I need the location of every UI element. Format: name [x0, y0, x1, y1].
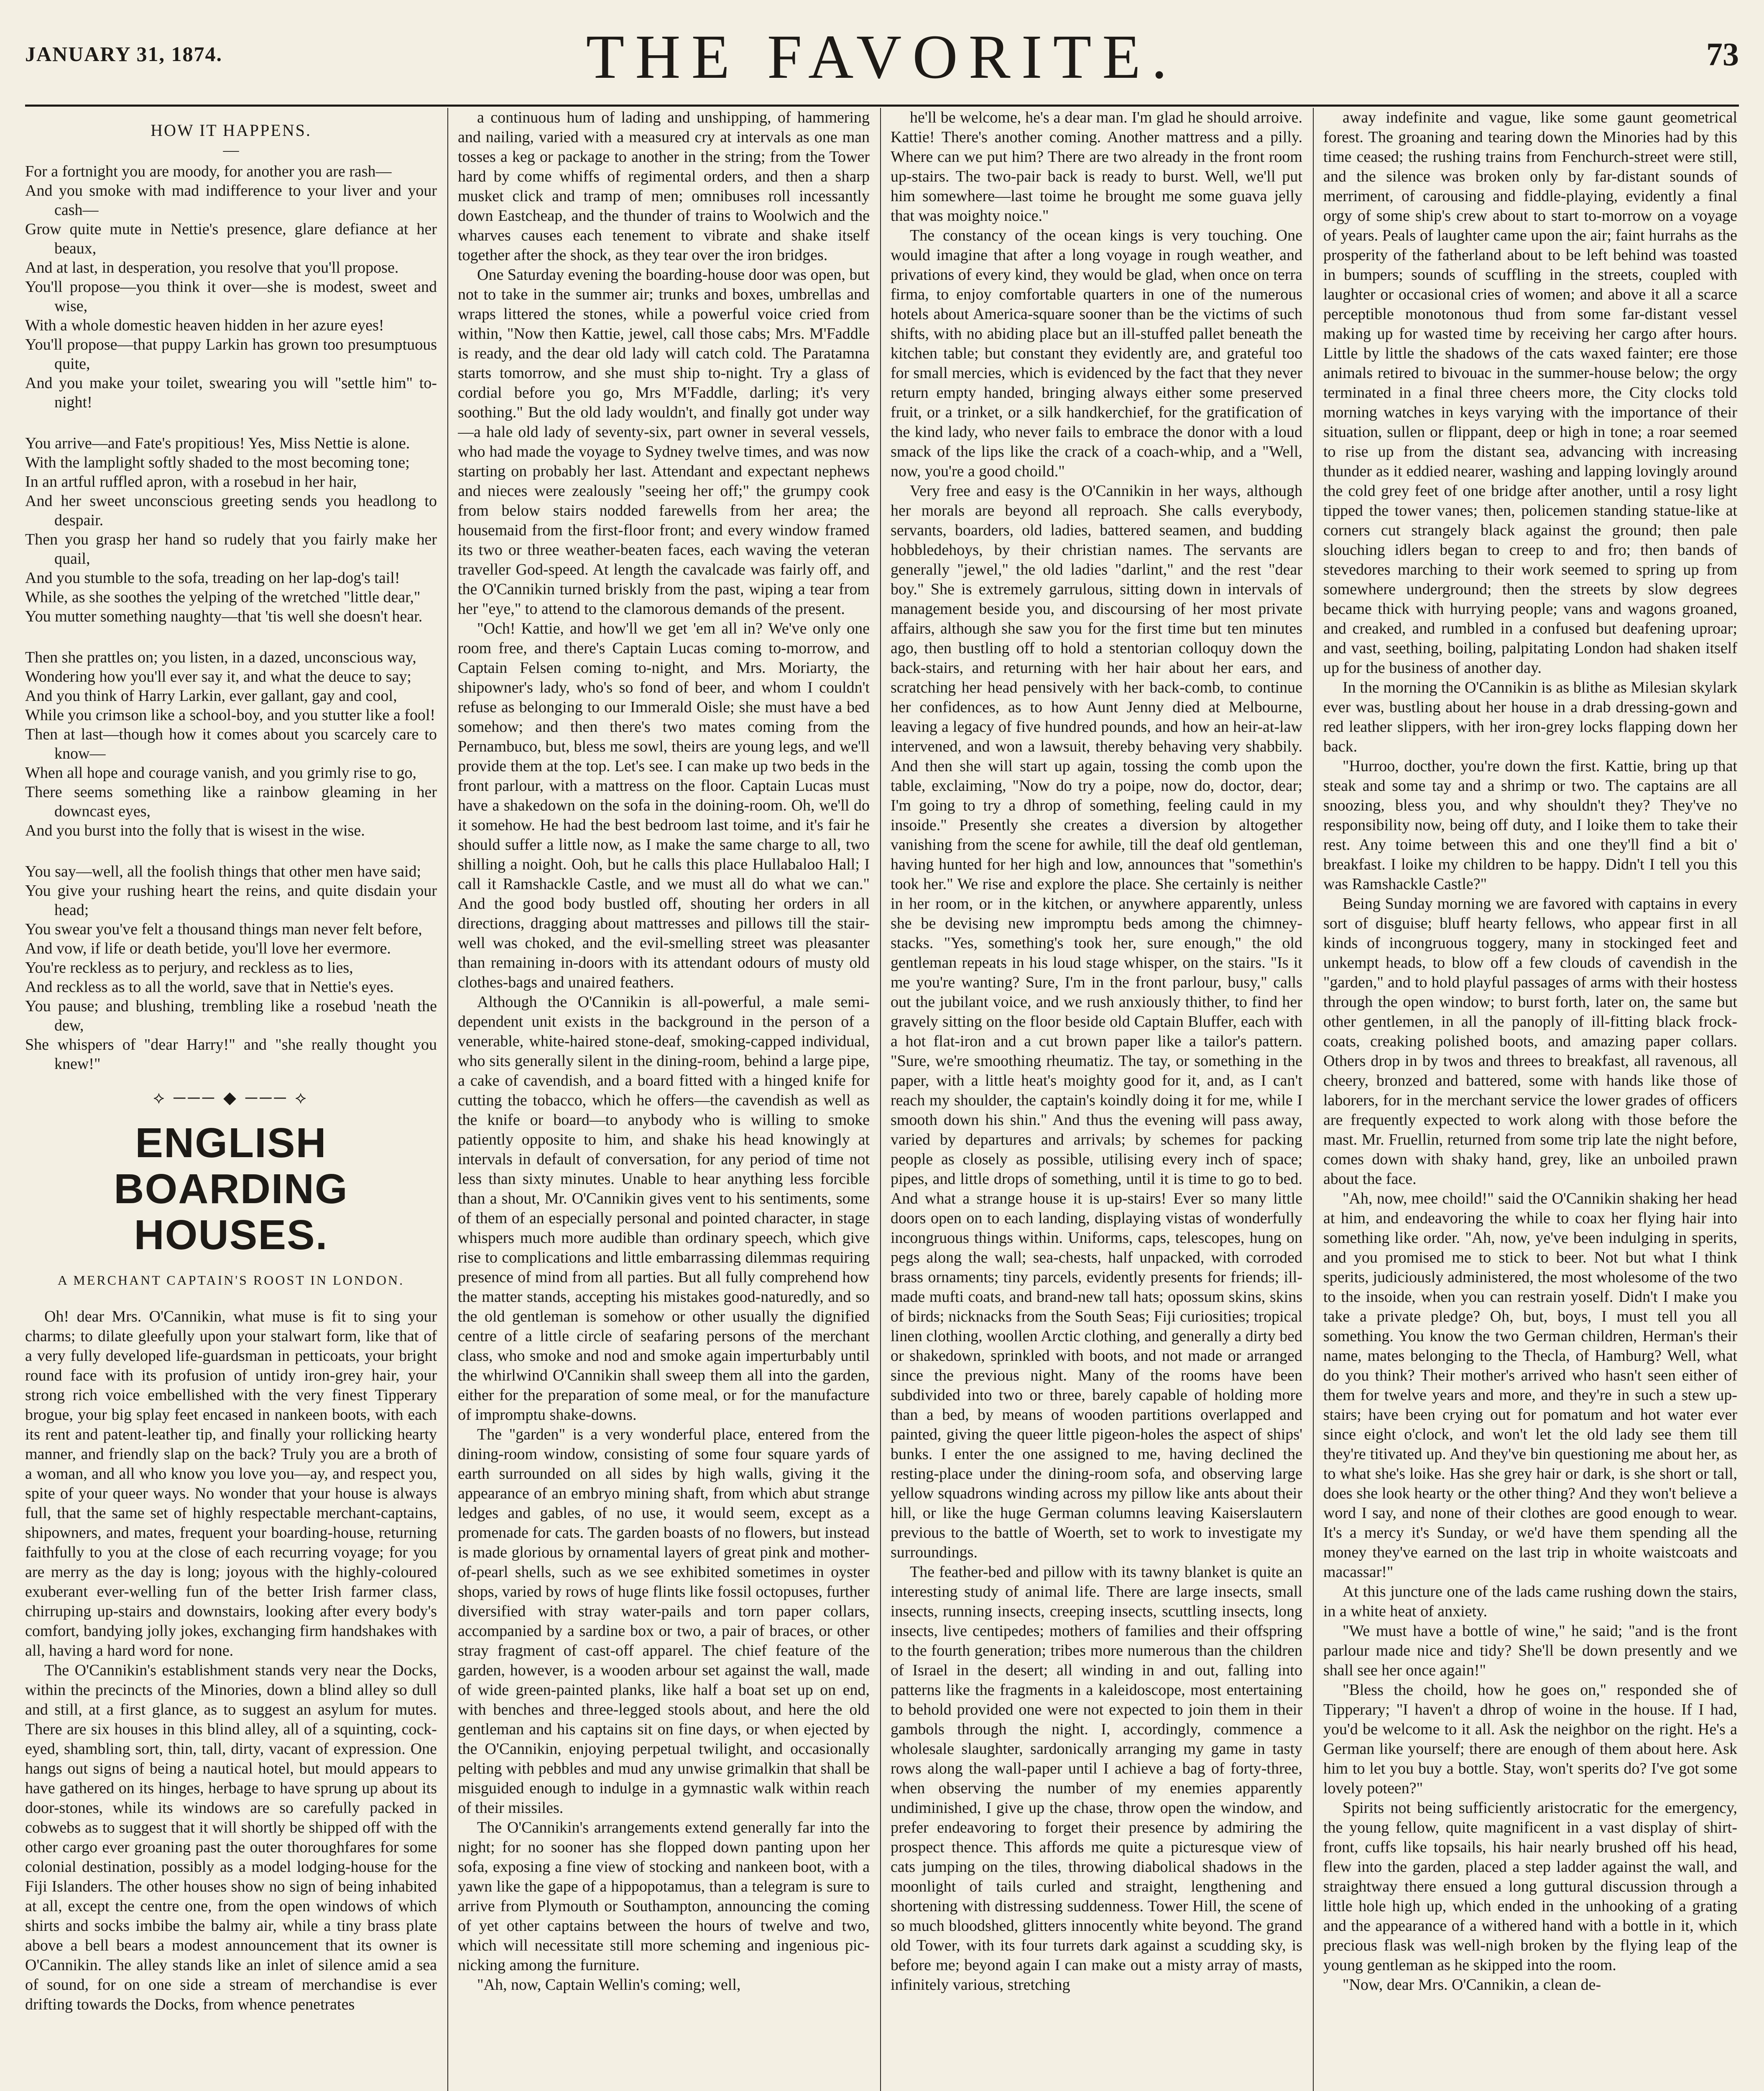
- article-paragraph: Very free and easy is the O'Cannikin in her ways, although her morals are beyond all reproach. She calls everybody, servants, boarders, old ladies, battered seamen, and budding hobbledehoys, by their christian names. The servants are generally "jewel," the old ladies "darlint," and the rest "dear boy." She is extremely garrulous, sitting down in intervals of management beside you, and discoursing of her most private affairs, although she saw you for the first time but ten minutes ago, then bustling off to hold a stentorian colloquy down the back-stairs, and returning with her hair about her ears, and scratching her head pensively with her back-comb, to continue her confidences, as to how Aunt Jenny died at Melbourne, leaving a legacy of five hundred pounds, and how an heir-at-law intervened, and won a lawsuit, thereby behaving very shabbily. And then she will start up again, tossing the comb upon the table, exclaiming, "Now do try a poipe, now do, doctor, dear; I'm going to try a dhrop of something, feeling cauld in my insoide." Presently she creates a diversion by altogether vanishing from the scene for awhile, till the deaf old gentleman, having hunted for her high and low, announces that "somethin's took her." We rise and explore the place. She certainly is neither in her room, or in the kitchen, or anywhere apparently, unless she be devising new impromptu beds among the chimney-stacks. "Yes, something's took her, sure enough," the old gentleman repeats in his loud stage whisper, on the stairs. "Is it me you're wanting? Sure, I'm in the front parlour, busy," calls out the jubilant voice, and we rush anxiously thither, to find her gravely sitting on the floor beside old Captain Bluffer, each with a hot flat-iron and a cut brown paper like a tailor's pattern. "Sure, we're smoothing rheumatiz. The tay, or something in the paper, with a little heat's moighty good for it, and, as I can't reach my shoulder, the captain's koindly doing it for me, while I smooth down his shin." And thus the evening will pass away, varied by departures and arrivals; by schemes for packing people as closely as possible, utilising every inch of space; pipes, and little drops of something, until it is time to go to bed. And what a strange house it is up-stairs! Ever so many little doors open on to each landing, displaying vistas of wonderfully incongruous things within. Uniforms, caps, telescopes, hung on pegs along the wall; sea-chests, half unpacked, with corroded brass ornaments; tiny parcels, evidently presents for friends; ill-made mufti coats, and brand-new tall hats; opossum skins, skins of birds; nicknacks from the South Seas; Fiji curiosities; tropical linen clothing, woollen Arctic clothing, and generally a dirty bed or shakedown, sprinkled with boots, and not made or arranged since the previous night. Many of the rooms have been subdivided into two or three, barely capable of holding more than a bed, by means of wooden partitions overlapped and painted, giving the queer little pigeon-holes the aspect of ships' bunks. I enter the one assigned to me, having declined the resting-place under the dining-room sofa, and observing large yellow squadrons winding across my pillow like ants about their hill, or like the huge German columns leaving Kaiserslautern previous to the battle of Woerth, set to work to investigate my surroundings.: [891, 482, 1302, 1561]
- poem-line: In an artful ruffled apron, with a rosebud in her hair,: [25, 473, 357, 491]
- article-paragraph: "Och! Kattie, and how'll we get 'em all in? We've only one room free, and there's Captain Lucas coming to-morrow, and Captain Felsen coming to-night, and Mrs. Moriarty, the shipowner's lady, who's so fond of beer, and whom I couldn't refuse as belonging to our Immerald Oisle; she must have a bed somehow; and then there's two mates coming from the Pernambuco, but, bless me sowl, theirs are young legs, and we'll provide them at the top. Let's see. I can make up two beds in the front parlour, with a mattress on the floor. Captain Lucas must have a shakedown on the sofa in the doining-room. Oh, we'll do it somehow. He had the best bedroom last toime, and it's fair he should suffer a little now, as I make the same charge to all, two shilling a noight. Ooh, but he calls this place Hullabaloo Hall; I call it Ramshackle Castle, and we must all do what we can." And the good body bustled off, shouting her orders in all directions, dragging about mattresses and pillows till the stair-well was choked, and the evil-smelling street was pleasanter than remaining in-doors with its attendant odours of musty old clothes-bags and unaired feathers.: [458, 620, 870, 991]
- article-paragraph: The O'Cannikin's arrangements extend generally far into the night; for no sooner has she flopped down panting upon her sofa, exposing a fine view of stocking and nankeen boot, with a yawn like the gape of a hippopotamus, than a telegram is sure to arrive from Plymouth or Southampton, announcing the coming of yet other captains between the hours of twelve and two, which will necessitate still more scheming and ingenious pic-nicking among the furniture.: [458, 1819, 870, 1974]
- article-paragraph: The O'Cannikin's establishment stands very near the Docks, within the precincts of the Minories, down a blind alley so dull and still, at a first glance, as to suggest an asylum for mutes. There are six houses in this blind alley, all of a squinting, cock-eyed, shambling sort, thin, tall, dirty, vacant of expression. One hangs out signs of being a nautical hotel, but mould appears to have gathered on its hinges, herbage to have sprung up about its door-stones, while its windows are so carefully packed in cobwebs as to suggest that it will shortly be shipped off with the other cargo ever groaning past the outer thoroughfares for some colonial destination, possibly as a model lodging-house for the Fiji Islanders. The other houses show no sign of being inhabited at all, except the centre one, from the open windows of which shirts and socks imbibe the balmy air, while a tiny brass plate above a bell bears a modest announcement that its owner is O'Cannikin. The alley stands like an inlet of silence amid a sea of sound, for on one side a stream of merchandise is ever drifting towards the Docks, from whence penetrates: [25, 1662, 437, 2013]
- page-header: [25, 13, 1739, 109]
- issue-date: JANUARY 31, 1874.: [25, 42, 223, 66]
- poem-line: And vow, if life or death betide, you'll love her evermore.: [25, 940, 391, 957]
- poem-line: Grow quite mute in Nettie's presence, glare defiance at her beaux,: [25, 220, 437, 257]
- article-paragraph: At this juncture one of the lads came rushing down the stairs, in a white heat of anxiety.: [1323, 1583, 1737, 1620]
- poem-title: HOW IT HAPPENS.: [151, 121, 311, 140]
- column-rule: [447, 108, 448, 2091]
- poem-line: While you crimson like a school-boy, and you stutter like a fool!: [25, 706, 436, 724]
- column-4: [1323, 108, 1737, 2091]
- page-number: 73: [1706, 36, 1739, 72]
- poem-line: You say—well, all the foolish things that other men have said;: [25, 863, 421, 880]
- article-paragraph: "Ah, now, Captain Wellin's coming; well,: [477, 1976, 741, 1994]
- article-paragraph: The feather-bed and pillow with its tawny blanket is quite an interesting study of animal life. There are large insects, small insects, running insects, creeping insects, scuttling insects, long insects, live centipedes; mothers of families and their offspring to the fourth generation; tribes more numerous than the children of Israel in the desert; all winding in and out, falling into patterns like the fragments in a kaleidoscope, most entertaining to behold provided one were not expected to join them in their gambols through the night. I, accordingly, commence a wholesale slaughter, sardonically arranging my game in tasty rows along the wall-paper until I achieve a bag of forty-three, when observing the number of my enemies apparently undiminished, I give up the chase, throw open the window, and prefer endeavoring to forget their presence by admiring the prospect thence. This affords me quite a picturesque view of cats jumping on the tiles, throwing diabolical shadows in the moonlight of tails curled and straight, lengthening and shortening with distressing suddenness. Tower Hill, the scene of so much bloodshed, glitters innocently white beyond. The grand old Tower, with its four turrets dark against a scudding sky, is before me; beyond again I can make out a misty array of masts, infinitely various, stretching: [891, 1563, 1302, 1994]
- poem-line: Then you grasp her hand so rudely that you fairly make her quail,: [25, 531, 437, 567]
- poem-line: You'll propose—that puppy Larkin has grown too presumptuous quite,: [25, 336, 437, 373]
- poem-line: Then at last—though how it comes about you scarcely care to know—: [25, 726, 437, 762]
- article-paragraph: The constancy of the ocean kings is very touching. One would imagine that after a long voyage in rough weather, and privations of every kind, they would be glad, when once on terra firma, to enjoy comfortable quarters in one of the numerous hotels about America-square sooner than be the victims of such shifts, with no abiding place but an ill-stuffed pallet beneath the kitchen table; but constant they evidently are, and grateful too for small mercies, which is evidenced by the fact that they never return empty handed, bringing always either some preserved fruit, or a trinket, or a silk handkerchief, for the gratification of the kind lady, who never fails to embrace the donor with a loud smack of the lips like the crack of a coach-whip, and a "Well, now, you're a good choild.": [891, 227, 1302, 480]
- poem-line: And her sweet unconscious greeting sends you headlong to despair.: [25, 492, 437, 529]
- section-ornament: ⟡ ─── ◆ ─── ⟡: [153, 1088, 309, 1107]
- poem-line: With a whole domestic heaven hidden in her azure eyes!: [25, 317, 384, 334]
- column-2-text: [458, 108, 870, 1995]
- poem-line: And at last, in desperation, you resolve that you'll propose.: [25, 259, 399, 276]
- article-paragraph: a continuous hum of lading and unshipping, of hammering and nailing, varied with a measured cry at intervals as one man tosses a keg or package to another in the string; from the Tower hard by come whiffs of regimental orders, and then a sharp musket click and tramp of men; omnibuses roll incessantly down Eastcheap, and the thunder of trains to Woolwich and the wharves causes each tenement to vibrate and shake itself together after the shock, as they tear over the iron bridges.: [458, 109, 870, 264]
- column-3-text: [891, 108, 1302, 1995]
- column-rule: [880, 108, 881, 2091]
- article-paragraph: Oh! dear Mrs. O'Cannikin, what muse is fit to sing your charms; to dilate gleefully upon your stalwart form, like that of a very fully developed life-guardsman in petticoats, your bright round face with its profusion of untidy iron-grey hair, your strong rich voice embellished with the very finest Tipperary brogue, your big splay feet encased in nankeen boots, with each its rent and patent-leather tip, and finally your rollicking hearty manner, and friendly slap on the back? Truly you are a broth of a woman, and all who know you love you—ay, and respect you, spite of your queer ways. No wonder that your house is always full, that the same set of highly respectable merchant-captains, shipowners, and mates, frequent your boarding-house, returning faithfully to you at the close of each recurring voyage; for you are merry as the day is long; joyous with the highly-coloured exuberant ever-welling fun of the better Irish farmer class, chirruping up-stairs and downstairs, looking after every body's comfort, bandying jolly jokes, exchanging firm handshakes with all, having a hard word for none.: [25, 1308, 437, 1659]
- poem-line: And you make your toilet, swearing you will "settle him" to-night!: [25, 374, 437, 411]
- column-2: [458, 108, 870, 2091]
- stanza-gap: [25, 626, 437, 648]
- poem-line: Wondering how you'll ever say it, and what the deuce to say;: [25, 668, 411, 685]
- stanza-gap: [25, 840, 437, 862]
- article-paragraph: "Hurroo, docther, you're down the first. Kattie, bring up that steak and some tay and a shrimp or two. The captains are all snoozing, bless you, and why shouldn't they? They've no responsibility now, being off duty, and I loike them to take their rest. Any toime between this and one they'll find a bit o' breakfast. I loike my children to be happy. Didn't I tell you this was Ramshackle Castle?": [1323, 757, 1737, 893]
- article-subtitle: A MERCHANT CAPTAIN'S ROOST IN LONDON.: [57, 1273, 405, 1288]
- header-rule: [25, 105, 1739, 107]
- poem-line: You arrive—and Fate's propitious! Yes, Miss Nettie is alone.: [25, 435, 410, 452]
- poem-line: There seems something like a rainbow gleaming in her downcast eyes,: [25, 783, 437, 820]
- article-paragraph: "Bless the choild, how he goes on," responded she of Tipperary; "I haven't a dhrop of woine in the house. If I had, you'd be welcome to it all. Ask the neighbor on the right. He's a German like yourself; there are enough of them about here. Ask him to let you buy a bottle. Stay, won't sperits do? I've got some lovely poteen?": [1323, 1681, 1737, 1797]
- poem-body: [25, 162, 437, 1074]
- article-paragraph: Although the O'Cannikin is all-powerful, a male semi-dependent unit exists in the background in the person of a venerable, white-haired stone-deaf, smoking-capped individual, who sits generally silent in the dining-room, behind a large pipe, a cake of cavendish, and a board fitted with a hinged knife for cutting the tobacco, which he offers—the cavendish as well as the knife or board—to anybody who is willing to smoke patiently opposite to him, and shake his head knowingly at intervals in default of conversation, for any period of time not less than sixty minutes. Unable to hear anything less forcible than a shout, Mr. O'Cannikin gives vent to his sentiments, some of them of an especially personal and pointed character, in stage whispers much more audible than ordinary speech, which give rise to complications and little embarrassing dilemmas requiring presence of mind from all parties. But all fully comprehend how the matter stands, accepting his mistakes good-naturedly, and so the old gentleman is somehow or other usually the dignified centre of a little circle of seafaring persons of the merchant class, who smoke and nod and smoke again imperturbably until the whirlwind O'Cannikin shall sweep them all into the garden, either for the preparation of some meal, or for the manufacture of impromptu shake-downs.: [458, 993, 870, 1424]
- article-paragraph: "Ah, now, mee choild!" said the O'Cannikin shaking her head at him, and endeavoring the while to coax her flying hair into something like order. "Ah, now, ye've been indulging in sperits, and you promised me to stick to beer. Not but what I think sperits, judiciously administered, the most wholesome of the two to the insoide, when you can restrain yoself. Didn't I make you take a private pledge? Oh, but, boys, I must tell you all something. You know the two German children, Herman's their name, mates belonging to the Thecla, of Hamburg? Well, what do you think? Their mother's arrived who hasn't seen either of them for twelve years and more, and they're in such a stew up-stairs; have been crying out for pomatum and hot water ever since eight o'clock, and won't let the old lady see them till they're titivated up. And they've bin questioning me about her, as to what she's loike. Has she grey hair or dark, is she short or tall, does she look hearty or the other thing? And they won't believe a word I say, and none of their clothes are good enough to wear. It's a mercy it's Sunday, or we'd have them spending all the money they've earned on the last trip in whoite waistcoats and macassar!": [1323, 1190, 1737, 1581]
- column-rule: [1313, 108, 1314, 2091]
- poem-line: When all hope and courage vanish, and you grimly rise to go,: [25, 764, 417, 782]
- poem-line: You give your rushing heart the reins, and quite disdain your head;: [25, 882, 437, 919]
- poem-line: You swear you've felt a thousand things man never felt before,: [25, 920, 422, 938]
- article-paragraph: In the morning the O'Cannikin is as blithe as Milesian skylark ever was, bustling about her house in a drab dressing-gown and red leather slippers, with her iron-grey locks flapping down her back.: [1323, 679, 1737, 755]
- poem-line: You mutter something naughty—that 'tis well she doesn't hear.: [25, 608, 423, 625]
- poem-line: And you burst into the folly that is wisest in the wise.: [25, 822, 365, 839]
- poem-line: And reckless as to all the world, save that in Nettie's eyes.: [25, 978, 394, 996]
- masthead-title: THE FAVORITE.: [586, 22, 1178, 92]
- article-paragraph: The "garden" is a very wonderful place, entered from the dining-room window, consisting of some four square yards of earth surrounded on all sides by high walls, giving it the appearance of an embryo mining shaft, from which abut strange ledges and gables, of no use, it would seem, except as a promenade for cats. The garden boasts of no flowers, but instead is made glorious by ornamental layers of great pink and mother-of-pearl shells, such as we see exhibited sometimes in oyster shops, varied by rows of huge flints like fossil octopuses, further diversified with stray water-pails and torn paper collars, accompanied by a sardine box or two, a pair of braces, or other stray fragment of cast-off apparel. The chief feature of the garden, however, is a wooden arbour set against the wall, made of wide green-painted planks, like half a boat set up on end, with benches and three-legged stools about, and here the old gentleman and his captains sit on fine days, or when ejected by the O'Cannikin, enjoying perpetual twilight, and occasionally pelting with pebbles and mud any unwise grimalkin that shall be misguided enough to indulge in a gymnastic walk within reach of their missiles.: [458, 1426, 870, 1817]
- poem-line: And you think of Harry Larkin, ever gallant, gay and cool,: [25, 687, 397, 705]
- poem-line: She whispers of "dear Harry!" and "she really thought you knew!": [25, 1036, 437, 1073]
- article-paragraph: One Saturday evening the boarding-house door was open, but not to take in the summer air; trunks and boxes, umbrellas and wraps littered the stones, while a powerful voice cried from within, "Now then Kattie, jewel, call those cabs; Mrs. M'Faddle is ready, and the dear old lady will catch cold. The Paratamna starts tomorrow, and she must ship to-night. Try a glass of cordial before you go, Mrs M'Faddle, darling; it's very soothing." But the old lady wouldn't, and finally got under way—a hale old lady of seventy-six, part owner in several vessels, who had made the voyage to Sydney twelve times, and was now starting on probably her last. Attendant and expectant nephews and nieces were zealously "seeing her off;" the grumpy cook from below stairs nodded farewells from her area; the housemaid from the first-floor front; and every window framed its two or three weather-beaten faces, each waving the veteran traveller God-speed. At length the cavalcade was fairly off, and the O'Cannikin turned briskly from the past, wiping a tear from her "eye," to attend to the clamorous demands of the present.: [458, 266, 870, 618]
- article-paragraph: "Now, dear Mrs. O'Cannikin, a clean de-: [1343, 1976, 1601, 1994]
- stanza-gap: [25, 412, 437, 434]
- poem-line: You pause; and blushing, trembling like a rosebud 'neath the dew,: [25, 997, 437, 1034]
- poem-line: And you stumble to the sofa, treading on her lap-dog's tail!: [25, 569, 400, 587]
- column-1-text: [25, 1307, 437, 2014]
- article-paragraph: Being Sunday morning we are favored with captains in every sort of disguise; bluff hearty fellows, who appear first in all kinds of incongruous toggery, many in stockinged feet and unkempt heads, to blow off a few clouds of cavendish in the "garden," and to hold playful passages of arms with their hostess through the open window; to burst forth, later on, the same but other gentlemen, in all the panoply of ill-fitting black frock-coats, creaking polished boots, and amazing paper collars. Others drop in by twos and threes to breakfast, all ravenous, all cheery, bronzed and battered, some with hands like those of laborers, for in the merchant service the lower grades of officers are frequently expected to work along with those before the mast. Mr. Fruellin, returned from some trip late the night before, comes down with shaky hand, grey, like an unboiled prawn about the face.: [1323, 895, 1737, 1188]
- poem-line: And you smoke with mad indifference to your liver and your cash—: [25, 182, 437, 219]
- article-paragraph: away indefinite and vague, like some gaunt geometrical forest. The groaning and tearing down the Minories had by this time ceased; the rushing trains from Fenchurch-street were still, and the silence was broken only by far-distant sounds of merriment, of carousing and fiddle-playing, evidently a final orgy of some ship's crew about to start to-morrow on a voyage of years. Peals of laughter came upon the air; faint hurrahs as the prosperity of the fatherland about to be left behind was toasted in bumpers; sounds of scuffling in the streets, coupled with laughter or occasional cries of women; and above it all a scarce perceptible monotonous thud from some far-distant vessel making up for wasted time by receiving her cargo after hours. Little by little the shadows of the cats waxed fainter; ere those animals retired to bivouac in the summer-house below; the orgy terminated in a final three cheers more, the City clocks told morning watches in keys varying with the importance of their situation, sullen or flippant, deep or high in tone; a roar seemed to rise up from the distant sea, advancing with increasing thunder as it eddied nearer, washing and lapping lovingly around the cold grey feet of one bridge after another, until a rosy light tipped the tower vanes; then, policemen standing statue-like at corners cut strangely black against the ground; then pale slouching idlers began to creep to and fro; then bands of stevedores marching to their work seemed to spring up from somewhere underground; then the streets by slow degrees became thick with hurrying people; vans and wagons groaned, and creaked, and rumbled in a confused but deafening uproar; and vast, seething, boiling, palpitating London had shaken itself up for the business of another day.: [1323, 109, 1737, 677]
- column-3: [891, 108, 1302, 2091]
- column-1: [25, 108, 437, 2091]
- article-paragraph: he'll be welcome, he's a dear man. I'm glad he should arroive. Kattie! There's another coming. Another mattress and a pilly. Where can we put him? There are two already in the front room up-stairs. The two-pair back is ready to burst. Well, we'll put him somewhere—last toime he brought me some guava jelly that was moighty noice.": [891, 109, 1302, 225]
- poem-line: You'll propose—you think it over—she is modest, sweet and wise,: [25, 278, 437, 315]
- poem-line: For a fortnight you are moody, for another you are rash—: [25, 163, 392, 180]
- poem-line: While, as she soothes the yelping of the wretched "little dear,": [25, 588, 421, 606]
- article-paragraph: "We must have a bottle of wine," he said; "and is the front parlour made nice and tidy? She'll be down presently and we shall see her once again!": [1323, 1622, 1737, 1679]
- poem-line: With the lamplight softly shaded to the most becoming tone;: [25, 454, 410, 471]
- title-dash: —: [223, 141, 239, 159]
- poem-line: Then she prattles on; you listen, in a dazed, unconscious way,: [25, 649, 416, 666]
- poem-line: You're reckless as to perjury, and reckless as to lies,: [25, 959, 353, 976]
- article-paragraph: Spirits not being sufficiently aristocratic for the emergency, the young fellow, quite magnificent in a vast display of shirt-front, cuffs like topsails, his hair nearly brushed off his head, flew into the garden, placed a step ladder against the wall, and straightway there ensued a long guttural discussion through a little hole high up, which ended in the unhooking of a grating and the appearance of a withered hand with a bottle in it, which precious flask was well-nigh broken by the flying leap of the young gentleman as he skipped into the room.: [1323, 1799, 1737, 1974]
- column-4-text: [1323, 108, 1737, 1995]
- article-title: ENGLISH BOARDING HOUSES.: [114, 1120, 348, 1258]
